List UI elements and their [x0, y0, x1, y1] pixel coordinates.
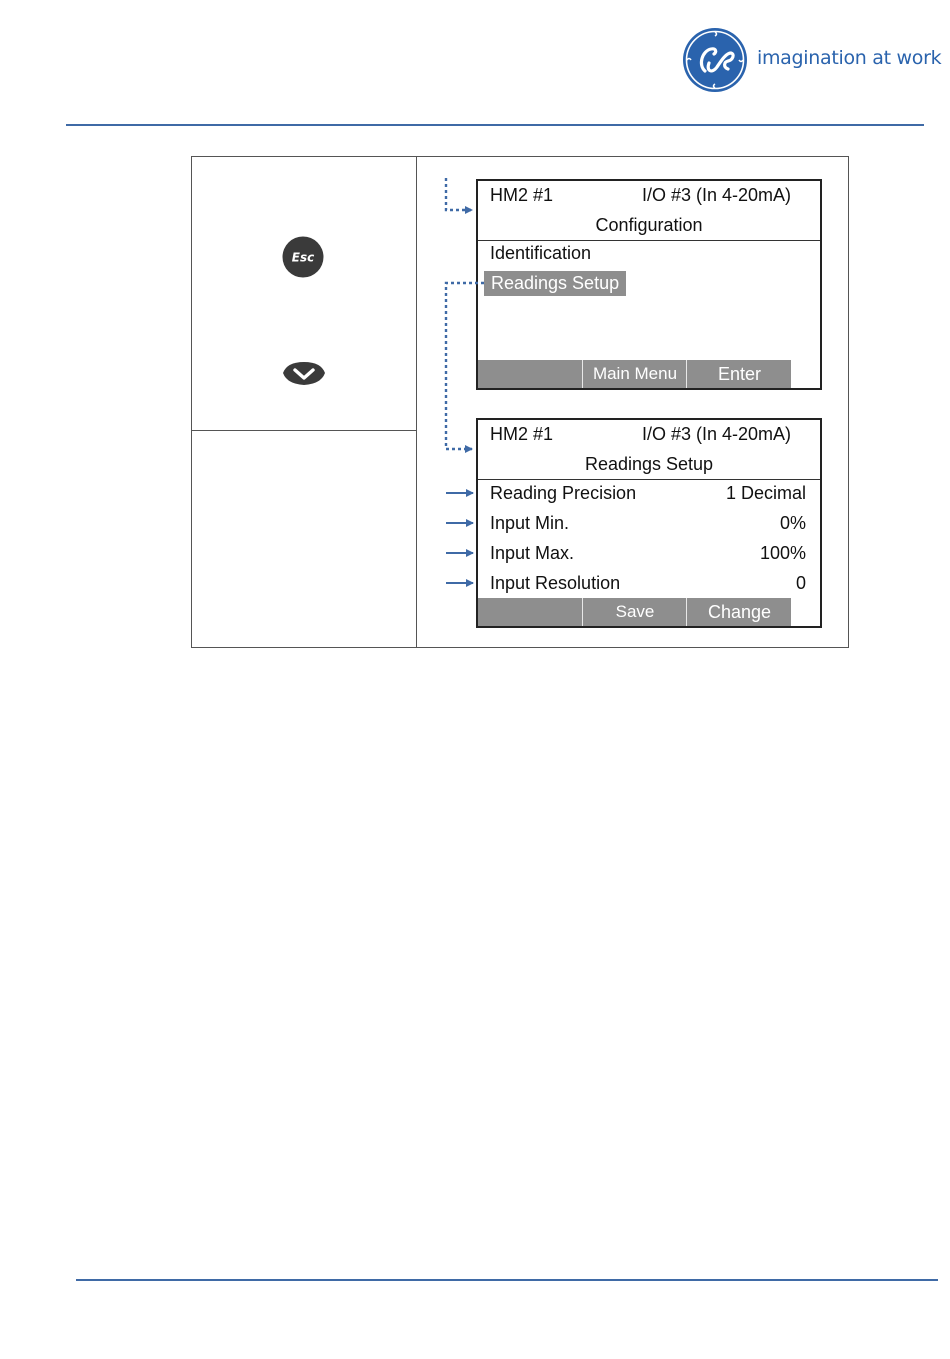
- row-label: Input Resolution: [490, 573, 621, 593]
- main-menu-softkey[interactable]: Main Menu: [582, 360, 687, 388]
- screen-title: Configuration: [595, 215, 703, 235]
- row-value: 1 Decimal: [725, 483, 806, 503]
- row-label: Input Min.: [490, 513, 570, 533]
- io-label: I/O #3 (In 4-20mA): [641, 185, 791, 205]
- menu-item-readings-setup[interactable]: Readings Setup: [484, 271, 626, 296]
- dotted-arrow-to-configuration: [446, 178, 472, 210]
- row-value: 0%: [779, 513, 806, 533]
- dotted-arrow-to-readings-setup: [446, 283, 484, 449]
- enter-softkey[interactable]: Enter: [686, 360, 792, 388]
- footer-rule: [76, 1279, 938, 1281]
- device-id: HM2 #1: [490, 424, 554, 444]
- menu-item-identification[interactable]: Identification: [490, 243, 592, 263]
- row-label: Reading Precision: [490, 483, 637, 503]
- save-softkey[interactable]: Save: [582, 598, 687, 626]
- row-value: 0: [795, 573, 806, 593]
- tagline: imagination at work: [757, 47, 942, 69]
- change-softkey[interactable]: Change: [686, 598, 792, 626]
- device-id: HM2 #1: [490, 185, 554, 205]
- row-value: 100%: [759, 543, 806, 563]
- screen-title: Readings Setup: [584, 454, 714, 474]
- svg-text:Esc: Esc: [291, 250, 315, 265]
- io-label: I/O #3 (In 4-20mA): [641, 424, 791, 444]
- row-label: Input Max.: [490, 543, 575, 563]
